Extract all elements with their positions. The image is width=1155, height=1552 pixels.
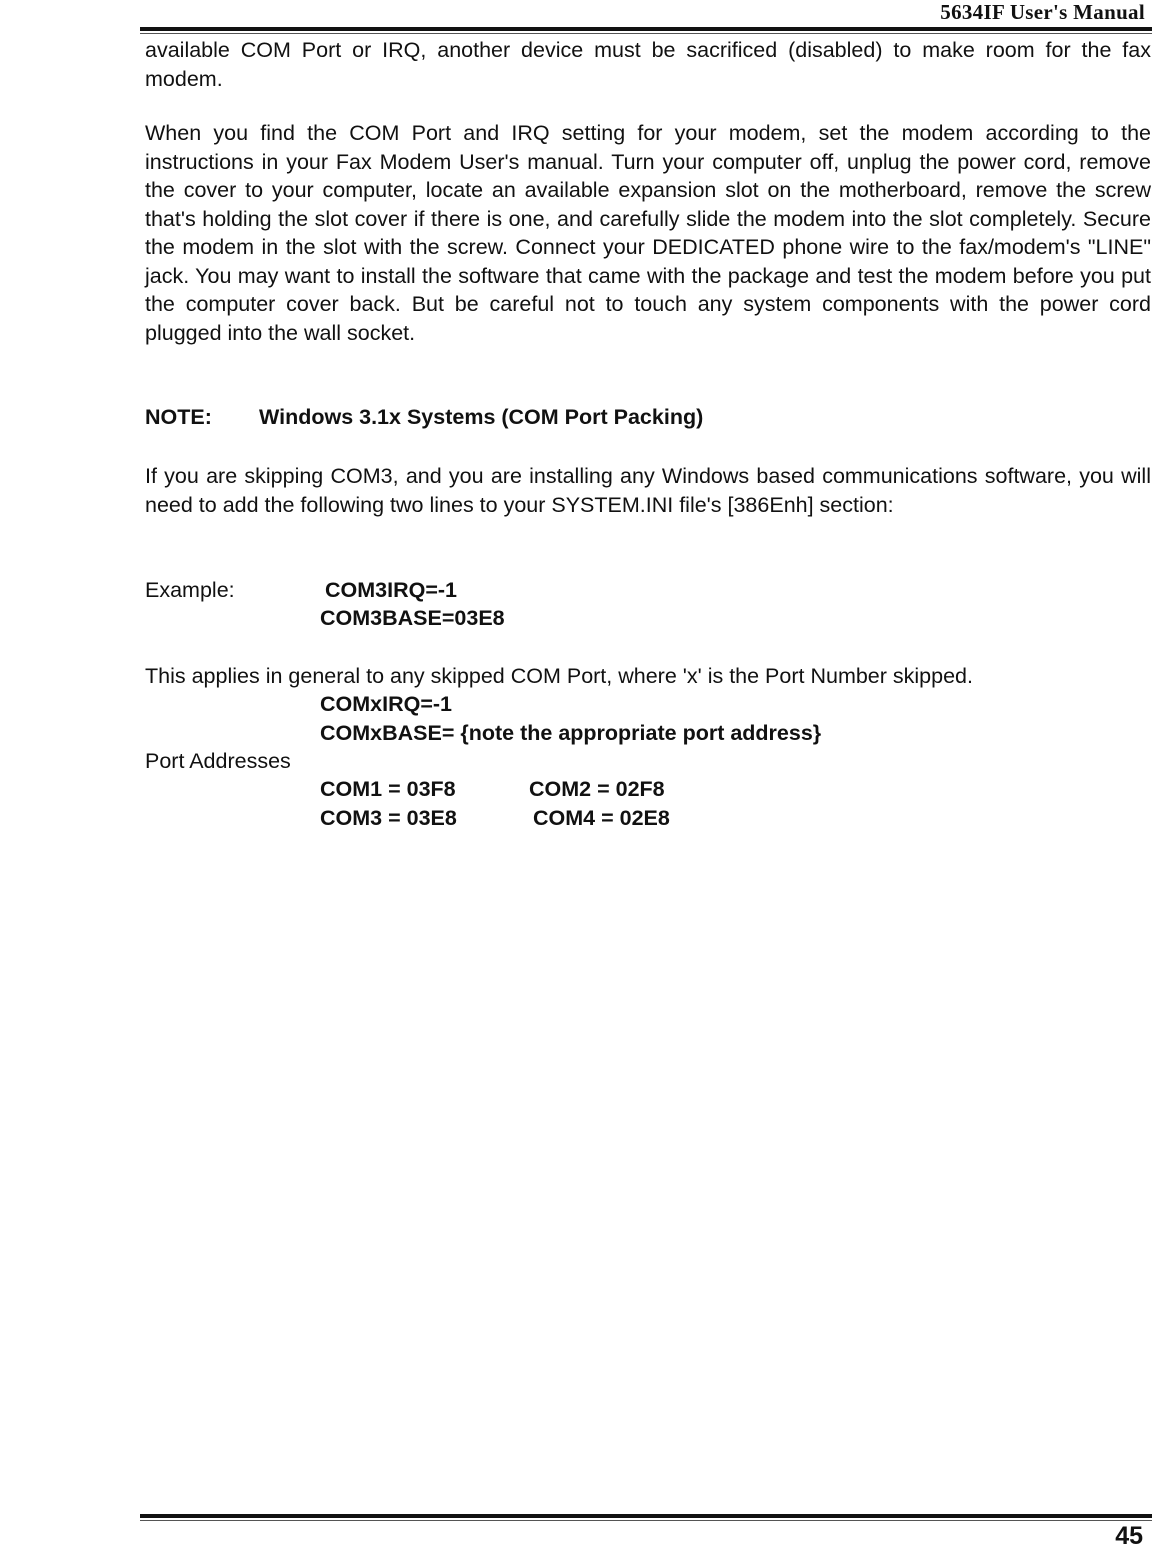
port-com2: COM2 = 02F8 xyxy=(529,777,665,801)
note-heading xyxy=(145,403,703,431)
note-label: NOTE: xyxy=(145,405,212,429)
paragraph-intro: available COM Port or IRQ, another device must be sacrificed (disabled) to make room for the fax modem. xyxy=(145,38,1151,91)
port-com3: COM3 = 03E8 xyxy=(320,806,457,830)
example-label: Example: xyxy=(145,578,235,602)
page-number: 45 xyxy=(1115,1522,1143,1550)
port-com1: COM1 = 03F8 xyxy=(320,777,456,801)
port-addresses-label: Port Addresses xyxy=(145,749,291,773)
port-com4: COM4 = 02E8 xyxy=(533,806,670,830)
paragraph-com3: If you are skipping COM3, and you are installing any Windows based communications software, you will need to add the following two lines to your SYSTEM.INI file's [386Enh] section: xyxy=(145,464,1151,517)
footer-rule-thin xyxy=(140,1520,1152,1521)
example-line-1: COM3IRQ=-1 xyxy=(325,578,458,602)
paragraph-installation: When you find the COM Port and IRQ setting for your modem, set the modem according to the instructions in your Fax Modem User's manual. Turn your computer off, unplug the power cord, remove the cover to your computer, locate an available expansion slot on the motherboard, remove the screw that's holding the slot cover if there is one, and carefully slide the modem into the slot completely. Secure the modem in the slot with the screw. Connect your DEDICATED phone wire to the fax/modem's "LINE" jack. You may want to install the software that came with the package and test the modem before you put the computer cover back. But be careful not to touch any system components with the power cord plugged into the wall socket. xyxy=(145,121,1151,345)
header-rule xyxy=(140,27,1152,31)
general-text: This applies in general to any skipped COM Port, where 'x' is the Port Number skipped. xyxy=(145,664,973,688)
general-line-2: COMxBASE= {note the appropriate port address} xyxy=(320,721,822,745)
example-line-2: COM3BASE=03E8 xyxy=(320,606,505,630)
general-line-1: COMxIRQ=-1 xyxy=(320,692,453,716)
page-header-title: 5634IF User's Manual xyxy=(940,0,1145,24)
footer-rule xyxy=(140,1514,1152,1518)
note-title: Windows 3.1x Systems (COM Port Packing) xyxy=(259,405,704,429)
header-rule-thin xyxy=(140,33,1152,34)
